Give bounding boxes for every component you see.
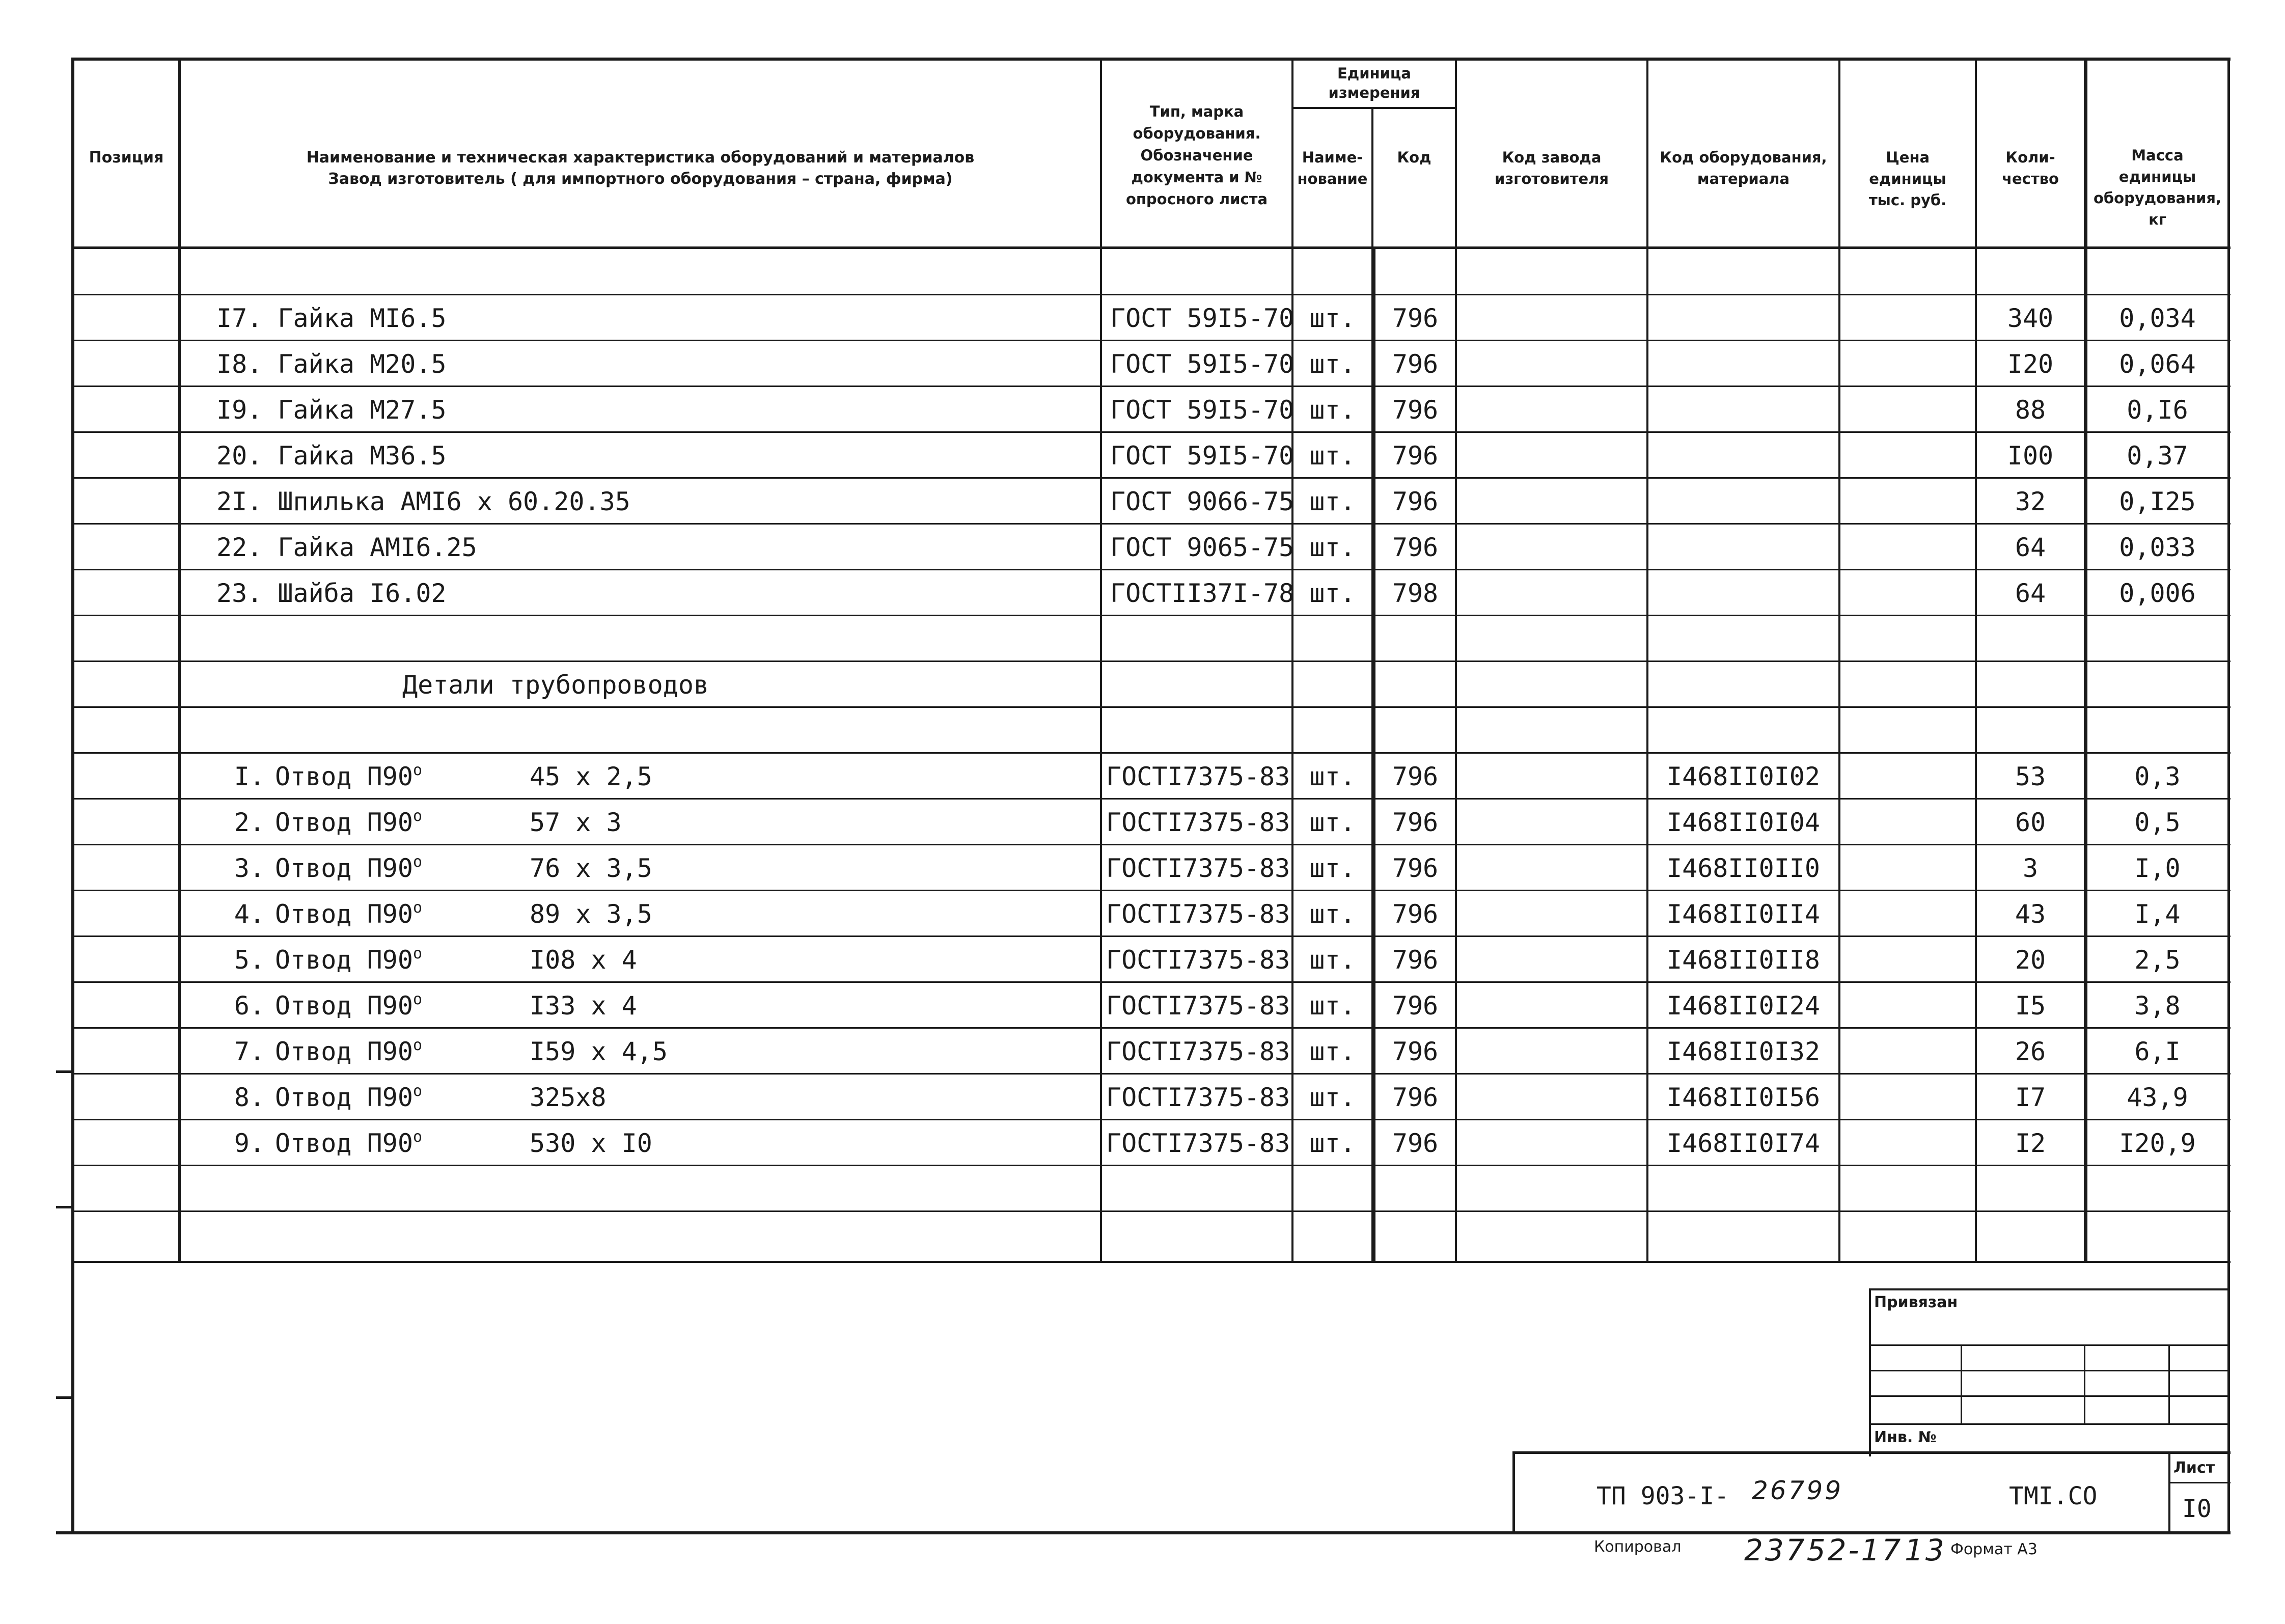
header-unit-line2: измерения [1328,84,1420,101]
row-type: ГОСТI7375-83 [1106,899,1290,929]
item-name: Отвод П90 [275,991,413,1021]
row-unit: шт. [1309,991,1356,1021]
item-name: Отвод П90 [275,1083,413,1112]
row-qty: 64 [2015,533,2046,562]
tb-attached-col [2168,1344,2170,1425]
row-type: ГОСТI7375-83 [1106,1037,1290,1066]
row-mass: 43,9 [2127,1083,2188,1112]
row-size: 530 x I0 [530,1128,652,1158]
doc-code-prefix: ТП 903-I- [1596,1482,1729,1510]
row-qty: 64 [2015,579,2046,608]
header-type-line1: Тип, марка [1149,103,1244,120]
tb-attached-top [1869,1288,2227,1290]
row-qty: 43 [2015,899,2046,929]
row-unit: шт. [1309,1083,1356,1112]
row-size: I08 x 4 [530,945,637,975]
row-mass: 0,5 [2134,808,2181,837]
header-position: Позиция [89,149,164,167]
row-mass: 0,033 [2119,533,2196,562]
row-code: 796 [1392,304,1439,333]
row-size: 89 x 3,5 [530,899,652,929]
header-qty-line2: чество [2002,170,2059,187]
row-name [275,754,422,800]
row-qty: I5 [2015,991,2046,1021]
tb-attached-col [1961,1344,1962,1425]
row-type: ГОСТ 59I5-70 [1110,349,1295,379]
degree-sign: о [412,1128,422,1146]
row-unit: шт. [1309,395,1356,425]
col-div-1 [178,58,181,1262]
row-mass: 0,006 [2119,579,2196,608]
row-type: ГОСТI7375-83 [1106,1083,1290,1112]
row-mass: 0,I6 [2127,395,2188,425]
row-name [275,845,422,891]
order-number: 23752-17 [1744,1533,1903,1567]
row-type: ГОСТI7375-83 [1106,808,1290,837]
degree-sign: о [412,945,422,962]
row-name [275,891,422,937]
tb-attached-row [1869,1344,2227,1346]
doc-code-handwritten: 26799 [1752,1476,1843,1505]
col-div-8 [1838,58,1840,1262]
row-qty: 88 [2015,395,2046,425]
row-type: ГОСТII37I-78 [1110,579,1295,608]
row-unit: шт. [1309,762,1356,791]
row-code: 796 [1392,991,1439,1021]
header-price-line2: единицы [1869,170,1946,187]
degree-sign: о [412,990,422,1008]
row-qty: 340 [2007,304,2054,333]
row-equip-code: I468II0I74 [1666,1128,1821,1158]
row-mass: 3,8 [2134,991,2181,1021]
row-unit: шт. [1309,349,1356,379]
row-size: 325x8 [530,1083,607,1112]
row-name: 20. Гайка M36.5 [216,441,447,471]
row-num: 8. [234,1083,265,1112]
header-type-line4: документа и № [1131,169,1262,186]
row-num: 6. [234,991,265,1021]
degree-sign: о [412,807,422,825]
header-type-line3: Обозначение [1140,147,1253,164]
row-mass: 0,37 [2127,441,2188,471]
stamp-sheet-divider [2168,1451,2170,1533]
row-name [275,983,422,1029]
row-equip-code: I468II0II8 [1666,945,1821,975]
header-mass-line3: оборудования, [2093,189,2222,207]
row-mass: I,0 [2134,854,2181,883]
row-unit: шт. [1309,808,1356,837]
header-plant-code-line2: изготовителя [1495,170,1609,187]
row-equip-code: I468II0II4 [1666,899,1821,929]
table-bottom [71,1261,2231,1263]
col-div-5 [1371,246,1375,1262]
tb-attached-row [1869,1370,2227,1371]
row-mass: 2,5 [2134,945,2181,975]
item-name: Отвод П90 [275,762,413,791]
row-size: 57 x 3 [530,808,622,837]
row-unit: шт. [1309,487,1356,516]
row-code: 796 [1392,899,1439,929]
row-num: 9. [234,1128,265,1158]
header-mass-line1: Масса [2131,147,2184,164]
row-qty: 53 [2015,762,2046,791]
item-name: Отвод П90 [275,1037,413,1066]
row-code: 796 [1392,808,1439,837]
attached-label: Привязан [1874,1293,1958,1311]
sheet-handwritten: 13 [1905,1533,1946,1567]
row-name: I7. Гайка MI6.5 [216,304,447,333]
row-qty: I7 [2015,1083,2046,1112]
row-type: ГОСТI7375-83 [1106,945,1290,975]
col-div-10 [2084,58,2087,1262]
row-num: 5. [234,945,265,975]
row-mass: I,4 [2134,899,2181,929]
row-code: 796 [1392,762,1439,791]
row-line [71,660,2231,662]
row-type: ГОСТI7375-83 [1106,854,1290,883]
frame-right [2227,58,2230,1534]
header-type-line5: опросного листа [1125,190,1268,208]
row-type: ГОСТ 9065-75 [1110,533,1295,562]
header-unit-name-line2: нование [1297,170,1368,187]
row-qty: I2 [2015,1128,2046,1158]
col-div-6 [1455,58,1457,1262]
row-code: 796 [1392,1083,1439,1112]
margin-tick [56,1396,73,1399]
row-type: ГОСТI7375-83 [1106,1128,1290,1158]
row-size: I59 x 4,5 [530,1037,668,1066]
row-line [71,1210,2231,1212]
header-name-line1: Наименование и техническая характеристика оборудований и материалов [306,149,975,167]
row-qty: 3 [2022,854,2039,883]
row-type: ГОСТ 9066-75 [1110,487,1295,516]
row-qty: 32 [2015,487,2046,516]
degree-sign: о [412,853,422,871]
row-size: I33 x 4 [530,991,637,1021]
row-type: ГОСТI7375-83 [1106,762,1290,791]
header-unit-name-line1: Наиме- [1302,149,1363,166]
row-code: 796 [1392,533,1439,562]
copied-label: Копировал [1594,1538,1682,1556]
row-name [275,1120,422,1166]
frame-left [71,58,74,1534]
row-unit: шт. [1309,945,1356,975]
row-name: I9. Гайка M27.5 [216,395,447,425]
header-unit-code: Код [1397,149,1431,166]
row-mass: 0,I25 [2119,487,2196,516]
margin-tick [56,1070,73,1073]
row-qty: I00 [2007,441,2054,471]
row-num: 2. [234,808,265,837]
row-type: ГОСТ 59I5-70 [1110,395,1295,425]
row-code: 796 [1392,1128,1439,1158]
row-num: 7. [234,1037,265,1066]
row-name [275,1029,422,1075]
row-qty: 60 [2015,808,2046,837]
header-plant-code-line1: Код завода [1502,149,1602,166]
header-bottom [71,246,2231,249]
row-type: ГОСТI7375-83 [1106,991,1290,1021]
degree-sign: о [412,1082,422,1100]
row-type: ГОСТ 59I5-70 [1110,304,1295,333]
header-mass-line4: кг [2149,211,2166,228]
doc-mark: ТМI.СО [2009,1482,2098,1510]
row-code: 796 [1392,395,1439,425]
header-mass-line2: единицы [2118,168,2196,185]
header-equip-code-line1: Код оборудования, [1660,149,1827,166]
row-name [275,1075,422,1120]
row-code: 798 [1392,579,1439,608]
header-price-line1: Цена [1885,149,1930,166]
item-name: Отвод П90 [275,808,413,837]
header-equip-code-line2: материала [1697,170,1790,187]
tb-attached-row [1869,1423,2227,1425]
row-mass: 0,064 [2119,349,2196,379]
item-name: Отвод П90 [275,1128,413,1158]
row-mass: 6,I [2134,1037,2181,1066]
stamp-left [1512,1451,1515,1533]
row-name: 23. Шайба I6.02 [216,579,447,608]
tb-attached-left [1869,1288,1871,1456]
row-num: I. [234,762,265,791]
row-name [275,937,422,983]
row-name: 2I. Шпилька AMI6 x 60.20.35 [216,487,630,516]
unit-header-div [1291,107,1455,109]
row-unit: шт. [1309,304,1356,333]
sheet-label: Лист [2173,1459,2215,1477]
row-mass: 0,034 [2119,304,2196,333]
header-price-line3: тыс. руб. [1868,191,1947,209]
margin-tick [56,1206,73,1208]
header-qty-line1: Коли- [2005,149,2055,166]
row-code: 796 [1392,487,1439,516]
row-qty: 26 [2015,1037,2046,1066]
degree-sign: о [412,1036,422,1054]
row-type: ГОСТ 59I5-70 [1110,441,1295,471]
tb-attached-col [2084,1344,2085,1425]
degree-sign: о [412,761,422,779]
row-unit: шт. [1309,441,1356,471]
row-size: 76 x 3,5 [530,854,652,883]
row-num: 3. [234,854,265,883]
row-code: 796 [1392,945,1439,975]
row-equip-code: I468II0I04 [1666,808,1821,837]
row-num: 4. [234,899,265,929]
row-code: 796 [1392,1037,1439,1066]
row-equip-code: I468II0II0 [1666,854,1821,883]
row-qty: 20 [2015,945,2046,975]
row-equip-code: I468II0I24 [1666,991,1821,1021]
row-unit: шт. [1309,1128,1356,1158]
row-qty: I20 [2007,349,2054,379]
section-title: Детали трубопроводов [402,670,709,700]
item-name: Отвод П90 [275,945,413,975]
sheet-number: I0 [2182,1495,2212,1523]
row-name: I8. Гайка M20.5 [216,349,447,379]
frame-top [71,58,2231,61]
header-type-line2: оборудования. [1133,125,1261,142]
row-mass: 0,3 [2134,762,2181,791]
header-name-line2: Завод изготовитель ( для импортного оборудования – страна, фирма) [328,170,953,188]
stamp-sheet-label-line [2168,1482,2231,1483]
row-unit: шт. [1309,533,1356,562]
tb-attached-row [1869,1395,2227,1397]
row-code: 796 [1392,854,1439,883]
format-label: Формат А3 [1950,1540,2038,1558]
stamp-top [1512,1451,2231,1454]
row-code: 796 [1392,349,1439,379]
degree-sign: о [412,899,422,917]
row-equip-code: I468II0I32 [1666,1037,1821,1066]
row-unit: шт. [1309,579,1356,608]
item-name: Отвод П90 [275,899,413,929]
row-line [71,706,2231,708]
row-unit: шт. [1309,899,1356,929]
row-name: 22. Гайка AMI6.25 [216,533,477,562]
item-name: Отвод П90 [275,854,413,883]
row-equip-code: I468II0I56 [1666,1083,1821,1112]
header-unit-line1: Единица [1337,65,1411,82]
row-unit: шт. [1309,854,1356,883]
row-code: 796 [1392,441,1439,471]
inventory-label: Инв. № [1874,1428,1937,1446]
row-unit: шт. [1309,1037,1356,1066]
col-div-2 [1100,58,1102,1262]
row-name [275,800,422,845]
row-equip-code: I468II0I02 [1666,762,1821,791]
row-size: 45 x 2,5 [530,762,652,791]
row-mass: I20,9 [2119,1128,2196,1158]
